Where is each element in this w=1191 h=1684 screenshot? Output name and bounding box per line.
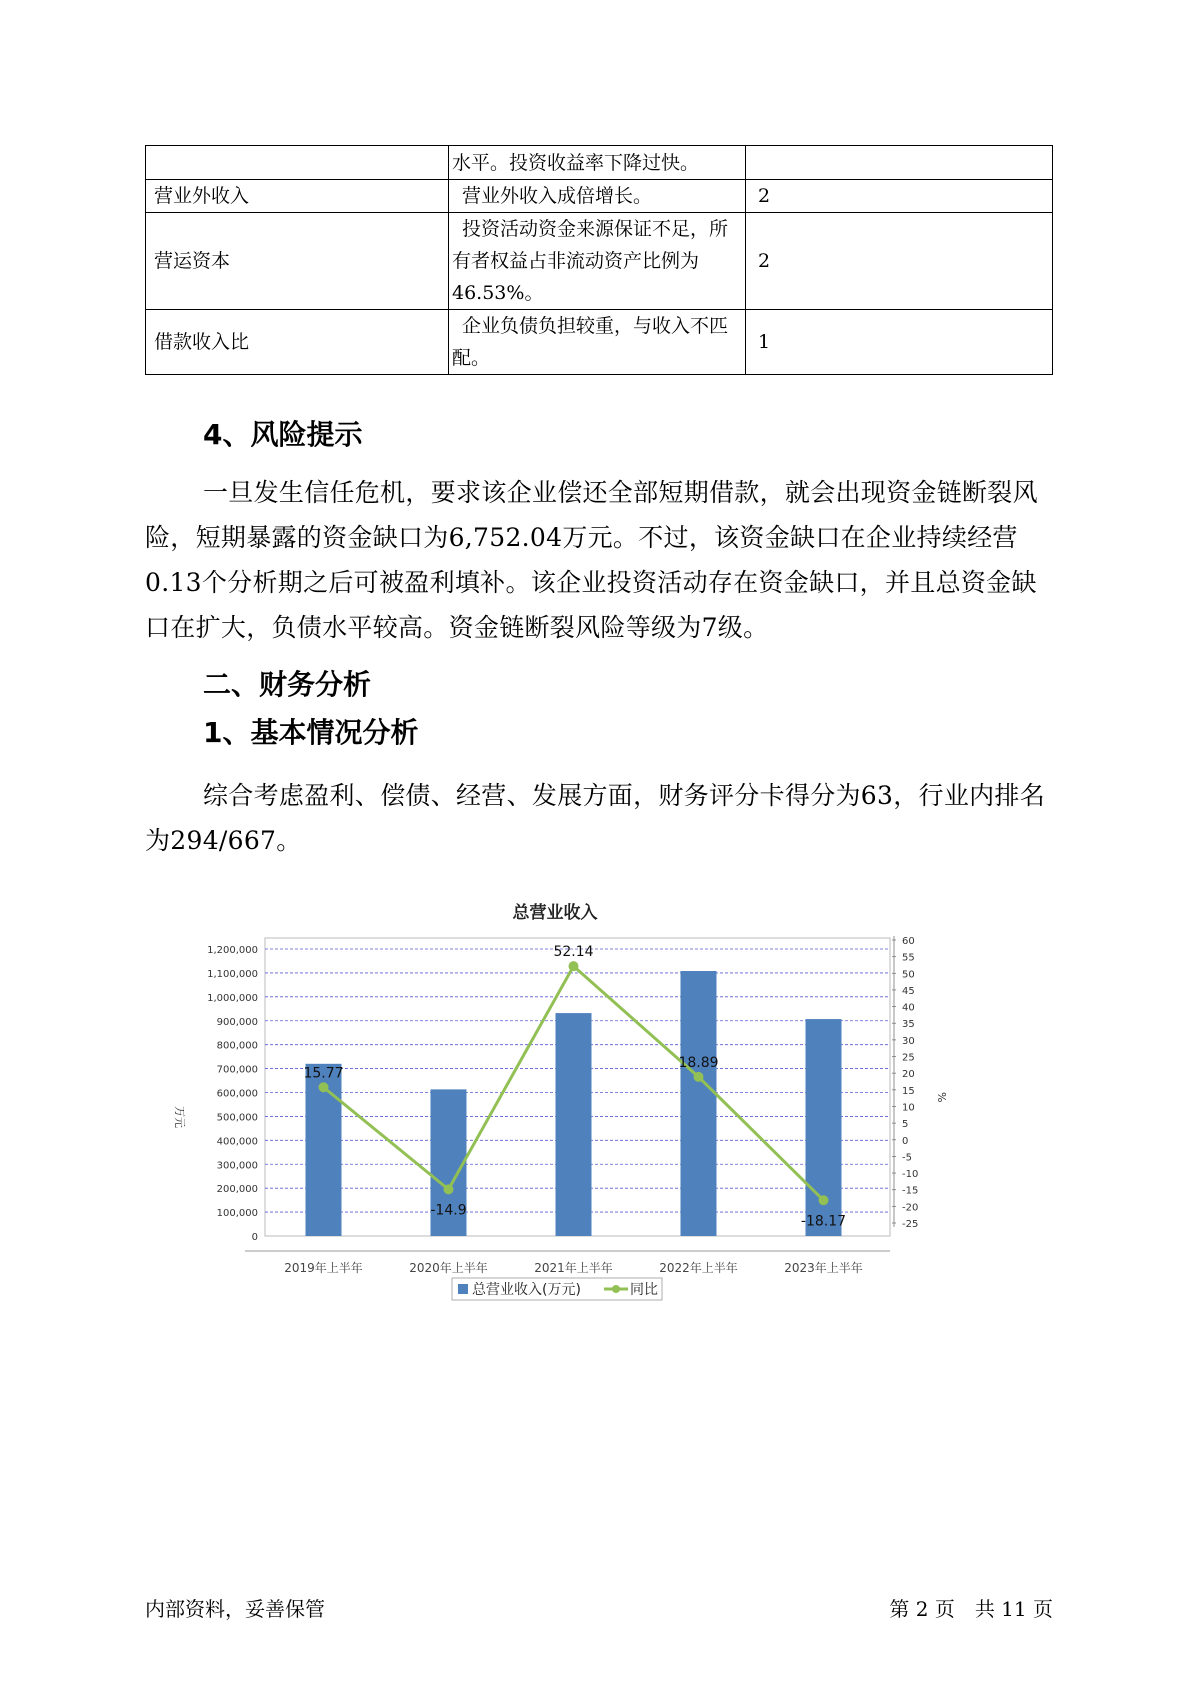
indicator-cell: 营运资本 [146, 213, 449, 310]
right-tick-label: 40 [902, 1002, 915, 1014]
left-tick-label: 1,100,000 [207, 968, 258, 980]
score-cell: 2 [746, 180, 1053, 213]
score-cell [746, 146, 1053, 180]
left-tick-label: 1,000,000 [207, 992, 258, 1004]
right-tick-label: -5 [902, 1152, 912, 1164]
yoy-point [319, 1082, 329, 1092]
right-tick-label: -25 [902, 1219, 919, 1230]
right-tick-label: 10 [902, 1102, 915, 1114]
description-line: 配。 [452, 347, 491, 369]
x-tick-label: 2023年上半年 [784, 1261, 863, 1275]
yoy-point [569, 961, 579, 971]
right-tick-label: 35 [902, 1019, 915, 1031]
legend-line-label: 同比 [630, 1282, 658, 1298]
right-tick-label: 0 [902, 1135, 909, 1147]
right-tick-label: 20 [902, 1069, 915, 1081]
score-cell: 1 [746, 310, 1053, 375]
indicator-cell: 营业外收入 [146, 180, 449, 213]
x-tick-label: 2020年上半年 [409, 1261, 488, 1275]
right-axis-label: % [935, 1092, 948, 1103]
right-tick-label: 60 [902, 936, 915, 947]
left-tick-label: 700,000 [216, 1064, 258, 1076]
table-row [146, 213, 1053, 310]
right-tick-label: 25 [902, 1052, 915, 1064]
right-tick-label: -20 [902, 1202, 919, 1214]
finance-heading: 二、财务分析 [203, 668, 372, 701]
basic-analysis-heading: 1、基本情况分析 [203, 716, 419, 749]
score-cell: 2 [746, 213, 1053, 310]
legend-bar-swatch [458, 1284, 468, 1294]
yoy-data-label: 18.89 [678, 1054, 719, 1071]
left-tick-label: 300,000 [216, 1160, 258, 1172]
left-tick-label: 1,200,000 [207, 945, 258, 956]
yoy-point [819, 1195, 829, 1205]
right-tick-label: 55 [902, 952, 915, 964]
yoy-data-label: 52.14 [553, 944, 594, 961]
table-row [146, 310, 1053, 375]
left-tick-label: 100,000 [216, 1208, 258, 1220]
legend-line-marker [612, 1285, 620, 1293]
left-axis-label: 万元 [173, 1106, 186, 1128]
description-line: 水平。投资收益率下降过快。 [452, 151, 700, 174]
left-tick-label: 200,000 [216, 1184, 258, 1196]
left-tick-label: 600,000 [216, 1088, 258, 1100]
indicator-cell: 借款收入比 [146, 310, 449, 375]
right-tick-label: -15 [902, 1185, 919, 1197]
right-tick-label: 15 [902, 1085, 915, 1097]
risk-indicator-table [145, 145, 1053, 375]
revenue-chart [170, 880, 1050, 1350]
yoy-point [694, 1072, 704, 1082]
chart-title: 总营业收入 [512, 903, 598, 923]
indicator-cell [146, 146, 449, 180]
yoy-data-label: -18.17 [800, 1213, 847, 1230]
left-tick-label: 800,000 [216, 1040, 258, 1052]
footer-note: 内部资料，妥善保管 [145, 1597, 325, 1621]
description-line: 营业外收入成倍增长。 [462, 185, 653, 207]
table-row [146, 180, 1053, 213]
bar [556, 1013, 592, 1236]
bar [681, 971, 717, 1236]
description-cell [449, 213, 746, 310]
page-number: 第 2 页 共 11 页 [889, 1597, 1053, 1621]
description-line: 46.53%。 [452, 282, 544, 304]
yoy-data-label: 15.77 [303, 1065, 344, 1082]
right-tick-label: 50 [902, 969, 915, 981]
risk-paragraph: 一旦发生信任危机，要求该企业偿还全部短期借款，就会出现资金链断裂风险，短期暴露的资金缺口为6,752.04万元。不过，该资金缺口在企业持续经营 0.13个分析期之后可被盈利填补。该企业投资活动存在资金缺口，并且总资金缺口在扩大，负债水平较高。资金链断裂风险等级为7级。 [145, 478, 1038, 642]
left-tick-label: 0 [251, 1232, 258, 1243]
chart-body [173, 902, 948, 1300]
risk-heading: 4、风险提示 [203, 418, 363, 451]
x-tick-label: 2019年上半年 [284, 1261, 363, 1275]
right-tick-label: 45 [902, 985, 915, 997]
description-cell [449, 180, 746, 213]
description-line: 投资活动资金来源保证不足，所 [462, 218, 729, 240]
description-line: 有者权益占非流动资产比例为 [452, 250, 700, 272]
legend-bar-label: 总营业收入(万元) [472, 1282, 581, 1298]
yoy-point [444, 1184, 454, 1194]
yoy-data-label: -14.9 [430, 1202, 467, 1219]
description-cell [449, 310, 746, 375]
finance-paragraph: 综合考虑盈利、偿债、经营、发展方面，财务评分卡得分为63，行业内排名为294/667。 [145, 781, 1046, 855]
revenue-chart-svg [170, 880, 1050, 1350]
right-tick-label: -10 [902, 1169, 919, 1181]
right-tick-label: 30 [902, 1035, 915, 1047]
left-tick-label: 500,000 [216, 1112, 258, 1124]
description-line: 企业负债负担较重，与收入不匹 [462, 315, 729, 337]
x-tick-label: 2021年上半年 [534, 1261, 613, 1275]
right-tick-label: 5 [902, 1119, 909, 1131]
left-tick-label: 900,000 [216, 1016, 258, 1028]
description-cell [449, 146, 746, 180]
left-tick-label: 400,000 [216, 1136, 258, 1148]
table-row [146, 146, 1053, 180]
x-tick-label: 2022年上半年 [659, 1261, 738, 1275]
